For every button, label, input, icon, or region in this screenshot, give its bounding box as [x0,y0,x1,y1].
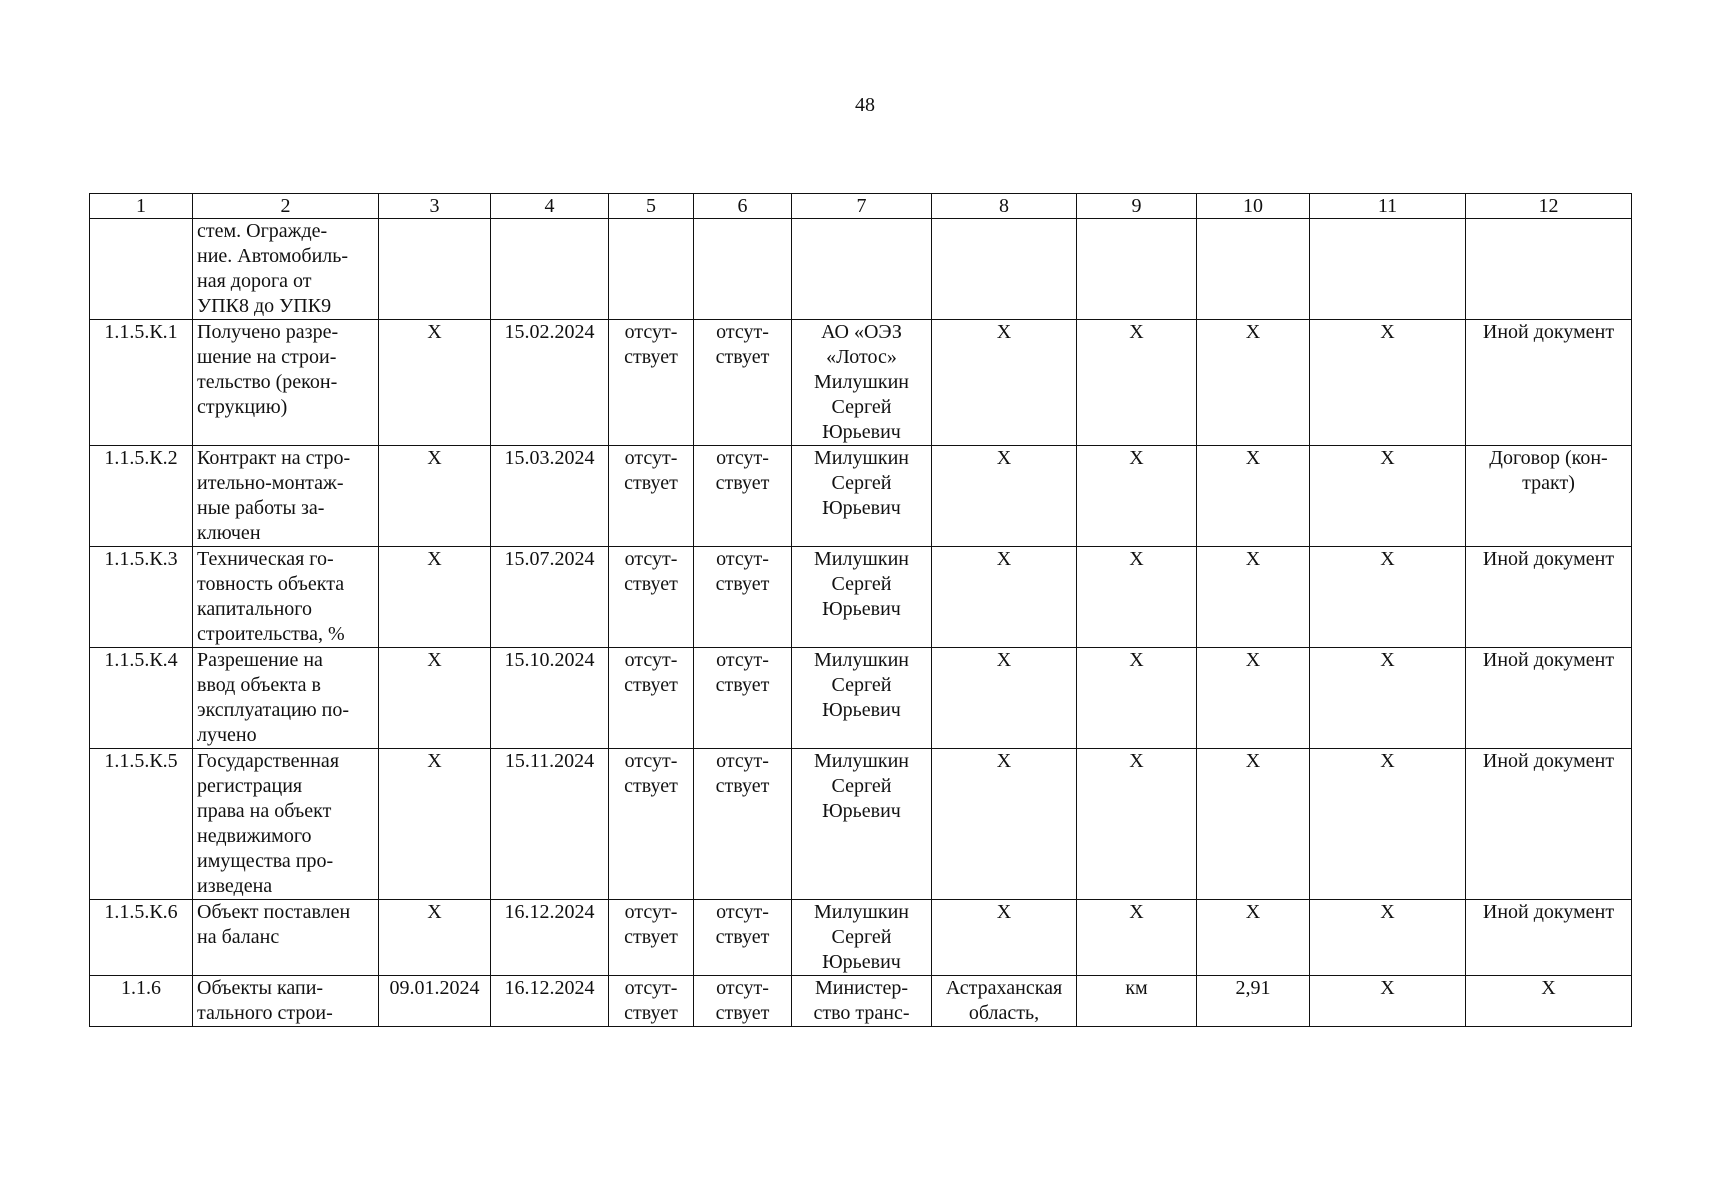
table-cell: отсут- ствует [694,976,792,1027]
column-header: 7 [792,194,932,219]
column-header: 9 [1077,194,1197,219]
table-cell [792,219,932,320]
column-header: 3 [379,194,491,219]
table-cell: Техническая го- товность объекта капитального строительства, % [193,547,379,648]
table-cell: км [1077,976,1197,1027]
table-cell: 16.12.2024 [491,900,609,976]
table-cell: X [932,320,1077,446]
table-cell: отсут- ствует [694,900,792,976]
table-cell: Милушкин Сергей Юрьевич [792,648,932,749]
table-cell: Иной документ [1466,648,1632,749]
column-header: 1 [90,194,193,219]
table-cell [694,219,792,320]
table-cell: Иной документ [1466,900,1632,976]
table-cell: Иной документ [1466,320,1632,446]
table-cell [491,219,609,320]
table-cell [1310,219,1466,320]
column-header: 10 [1197,194,1310,219]
table-cell: X [1310,749,1466,900]
table-cell: 15.02.2024 [491,320,609,446]
table-cell: отсут- ствует [609,446,694,547]
table-cell: 15.11.2024 [491,749,609,900]
table-cell [1197,219,1310,320]
table-cell: Объект поставлен на баланс [193,900,379,976]
table-row [90,446,1632,547]
table-cell: Разрешение на ввод объекта в эксплуатацию по- лучено [193,648,379,749]
column-header: 2 [193,194,379,219]
table-cell: X [932,900,1077,976]
table-cell: X [1197,547,1310,648]
table-row [90,749,1632,900]
table-cell: X [1197,320,1310,446]
table-cell: Объекты капи- тального строи- [193,976,379,1027]
table-cell: Милушкин Сергей Юрьевич [792,900,932,976]
table-cell: 1.1.5.К.1 [90,320,193,446]
table-cell: Астраханская область, [932,976,1077,1027]
table-cell: X [1310,648,1466,749]
table-cell: X [1197,648,1310,749]
table-cell: X [1077,900,1197,976]
page-number: 48 [855,94,875,116]
table-cell: X [379,320,491,446]
column-header: 6 [694,194,792,219]
table-cell: Милушкин Сергей Юрьевич [792,749,932,900]
table-cell: X [1310,446,1466,547]
column-header: 8 [932,194,1077,219]
table-cell: Получено разре- шение на строи- тельство (рекон- струкцию) [193,320,379,446]
table-cell: X [379,648,491,749]
table-cell: 16.12.2024 [491,976,609,1027]
table-cell: Договор (кон- тракт) [1466,446,1632,547]
table-cell [379,219,491,320]
table-cell: Милушкин Сергей Юрьевич [792,547,932,648]
table-cell: 1.1.5.К.3 [90,547,193,648]
table-cell: X [379,446,491,547]
table-cell: отсут- ствует [609,320,694,446]
column-header: 4 [491,194,609,219]
table-row [90,547,1632,648]
table-cell: отсут- ствует [694,320,792,446]
table-cell: X [1310,547,1466,648]
table-cell: 15.07.2024 [491,547,609,648]
table-cell: Иной документ [1466,547,1632,648]
table-cell [1466,219,1632,320]
table-cell: стем. Огражде- ние. Автомобиль- ная дорога от УПК8 до УПК9 [193,219,379,320]
table-cell: отсут- ствует [609,648,694,749]
table-cell: X [1077,547,1197,648]
table-cell: X [1466,976,1632,1027]
table-cell [932,219,1077,320]
table-cell: X [379,547,491,648]
table-cell: X [379,900,491,976]
table-row [90,648,1632,749]
table-cell: 15.03.2024 [491,446,609,547]
table-cell: отсут- ствует [609,547,694,648]
table-cell: 09.01.2024 [379,976,491,1027]
table-cell: X [932,446,1077,547]
table-cell: 1.1.5.К.2 [90,446,193,547]
table-cell: Министер- ство транс- [792,976,932,1027]
table-cell: отсут- ствует [694,749,792,900]
header-row [90,194,1632,219]
table-cell: X [932,648,1077,749]
table-row [90,320,1632,446]
table-cell: X [1197,900,1310,976]
table-cell: 1.1.5.К.6 [90,900,193,976]
table-cell: 2,91 [1197,976,1310,1027]
table-cell: отсут- ствует [609,900,694,976]
table-cell [609,219,694,320]
table-cell: X [1197,446,1310,547]
table-cell: отсут- ствует [694,446,792,547]
table-cell: отсут- ствует [609,976,694,1027]
table-cell: X [1310,976,1466,1027]
table-row [90,976,1632,1027]
table-cell: X [1310,320,1466,446]
table-cell: X [379,749,491,900]
table-cell: X [1077,446,1197,547]
table-cell: X [1077,320,1197,446]
table-row [90,900,1632,976]
table-cell: отсут- ствует [609,749,694,900]
table-cell [1077,219,1197,320]
table-cell: X [932,547,1077,648]
table-cell [90,219,193,320]
table-cell: Иной документ [1466,749,1632,900]
table-cell: 1.1.5.К.4 [90,648,193,749]
table-cell: X [1077,648,1197,749]
table-cell: АО «ОЭЗ «Лотос» Милушкин Сергей Юрьевич [792,320,932,446]
table-cell: 1.1.6 [90,976,193,1027]
table-cell: X [1077,749,1197,900]
table-cell: 1.1.5.К.5 [90,749,193,900]
table-cell: X [1197,749,1310,900]
table-cell: отсут- ствует [694,648,792,749]
data-table [89,193,1632,1027]
table-cell: отсут- ствует [694,547,792,648]
table-cell: 15.10.2024 [491,648,609,749]
table-cell: X [932,749,1077,900]
table-cell: Милушкин Сергей Юрьевич [792,446,932,547]
table-cell: Контракт на стро- ительно-монтаж- ные работы за- ключен [193,446,379,547]
table-cell: Государственная регистрация права на объект недвижимого имущества про- изведена [193,749,379,900]
table-cell: X [1310,900,1466,976]
table-row [90,219,1632,320]
column-header: 12 [1466,194,1632,219]
column-header: 5 [609,194,694,219]
column-header: 11 [1310,194,1466,219]
